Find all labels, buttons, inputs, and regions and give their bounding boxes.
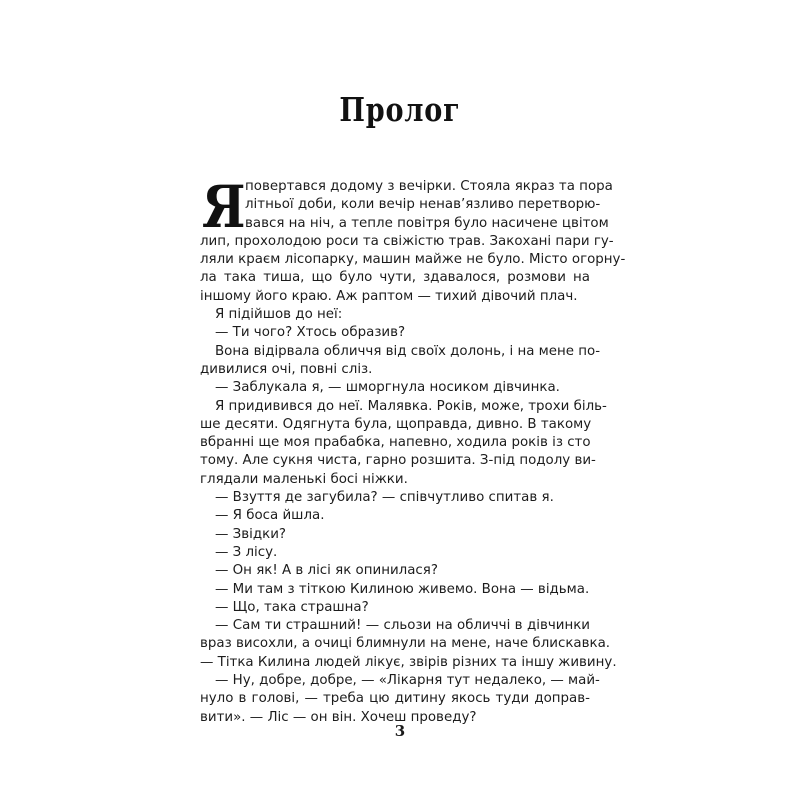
- text-line: глядали маленькі босі ніжки.: [200, 471, 408, 487]
- text-line: — Взуття де загубила? — співчутливо спитав я.: [215, 490, 554, 506]
- text-line: ла така тиша, що було чути, здавалося, розмови на: [200, 270, 590, 286]
- text-line: Я підійшов до неї:: [215, 307, 343, 323]
- text-line: ляли краєм лісопарку, машин майже не було. Місто огорну-: [200, 252, 626, 268]
- text-line: — Он як! А в лісі як опинилася?: [215, 563, 438, 579]
- text-line: — Ми там з тіткою Килиною живемо. Вона — відьма.: [215, 581, 590, 597]
- text-line: Я придивився до неї. Малявка. Років, може, трохи біль-: [215, 398, 607, 414]
- text-line: вався на ніч, а тепле повітря було насичене цвітом: [245, 215, 609, 231]
- text-line: — Ну, добре, добре, — «Лікарня тут недалеко, — май-: [215, 673, 600, 689]
- text-line: вбранні ще моя прабабка, напевно, ходила років із сто: [200, 435, 591, 451]
- text-line: — Сам ти страшний! — сльози на обличчі в дівчинки: [215, 618, 590, 634]
- text-line: враз висохли, а очиці блимнули на мене, наче блискавка.: [200, 636, 611, 652]
- text-line: іншому його краю. Аж раптом — тихий дівочий плач.: [200, 288, 578, 304]
- text-line: повертався додому з вечірки. Стояла якраз та пора: [245, 179, 613, 194]
- text-line: — Звідки?: [215, 526, 287, 542]
- chapter-title: Пролог: [339, 90, 461, 129]
- text-line: — Ти чого? Хтось образив?: [215, 325, 406, 341]
- text-line: вити». — Ліс — он він. Хочеш проведу?: [200, 709, 477, 725]
- text-line: нуло в голові, — треба цю дитину якось туди доправ-: [200, 691, 590, 707]
- text-line: ше десяти. Одягнута була, щоправда, дивно. В такому: [200, 416, 592, 432]
- text-line: — Заблукала я, — шморгнула носиком дівчинка.: [215, 380, 560, 396]
- page-number: 3: [394, 722, 406, 740]
- text-line: Вона відірвала обличчя від своїх долонь, і на мене по-: [215, 343, 601, 359]
- body-text: [200, 173, 626, 727]
- text-line: — Що, така страшна?: [215, 599, 369, 615]
- text-line: — Я боса йшла.: [215, 508, 325, 524]
- text-line: літньої доби, коли вечір ненав’язливо перетворю-: [245, 197, 601, 213]
- text-line: — З лісу.: [215, 544, 278, 560]
- text-lines: [200, 173, 626, 727]
- drop-cap: Я: [202, 173, 246, 241]
- text-line: тому. Але сукня чиста, гарно розшита. З-під подолу ви-: [200, 453, 596, 469]
- text-line: — Тітка Килина людей лікує, звірів різних та іншу живину.: [200, 654, 617, 670]
- text-line: лип, прохолодою роси та свіжістю трав. Закохані пари гу-: [200, 233, 614, 249]
- text-line: дивилися очі, повні сліз.: [200, 361, 373, 377]
